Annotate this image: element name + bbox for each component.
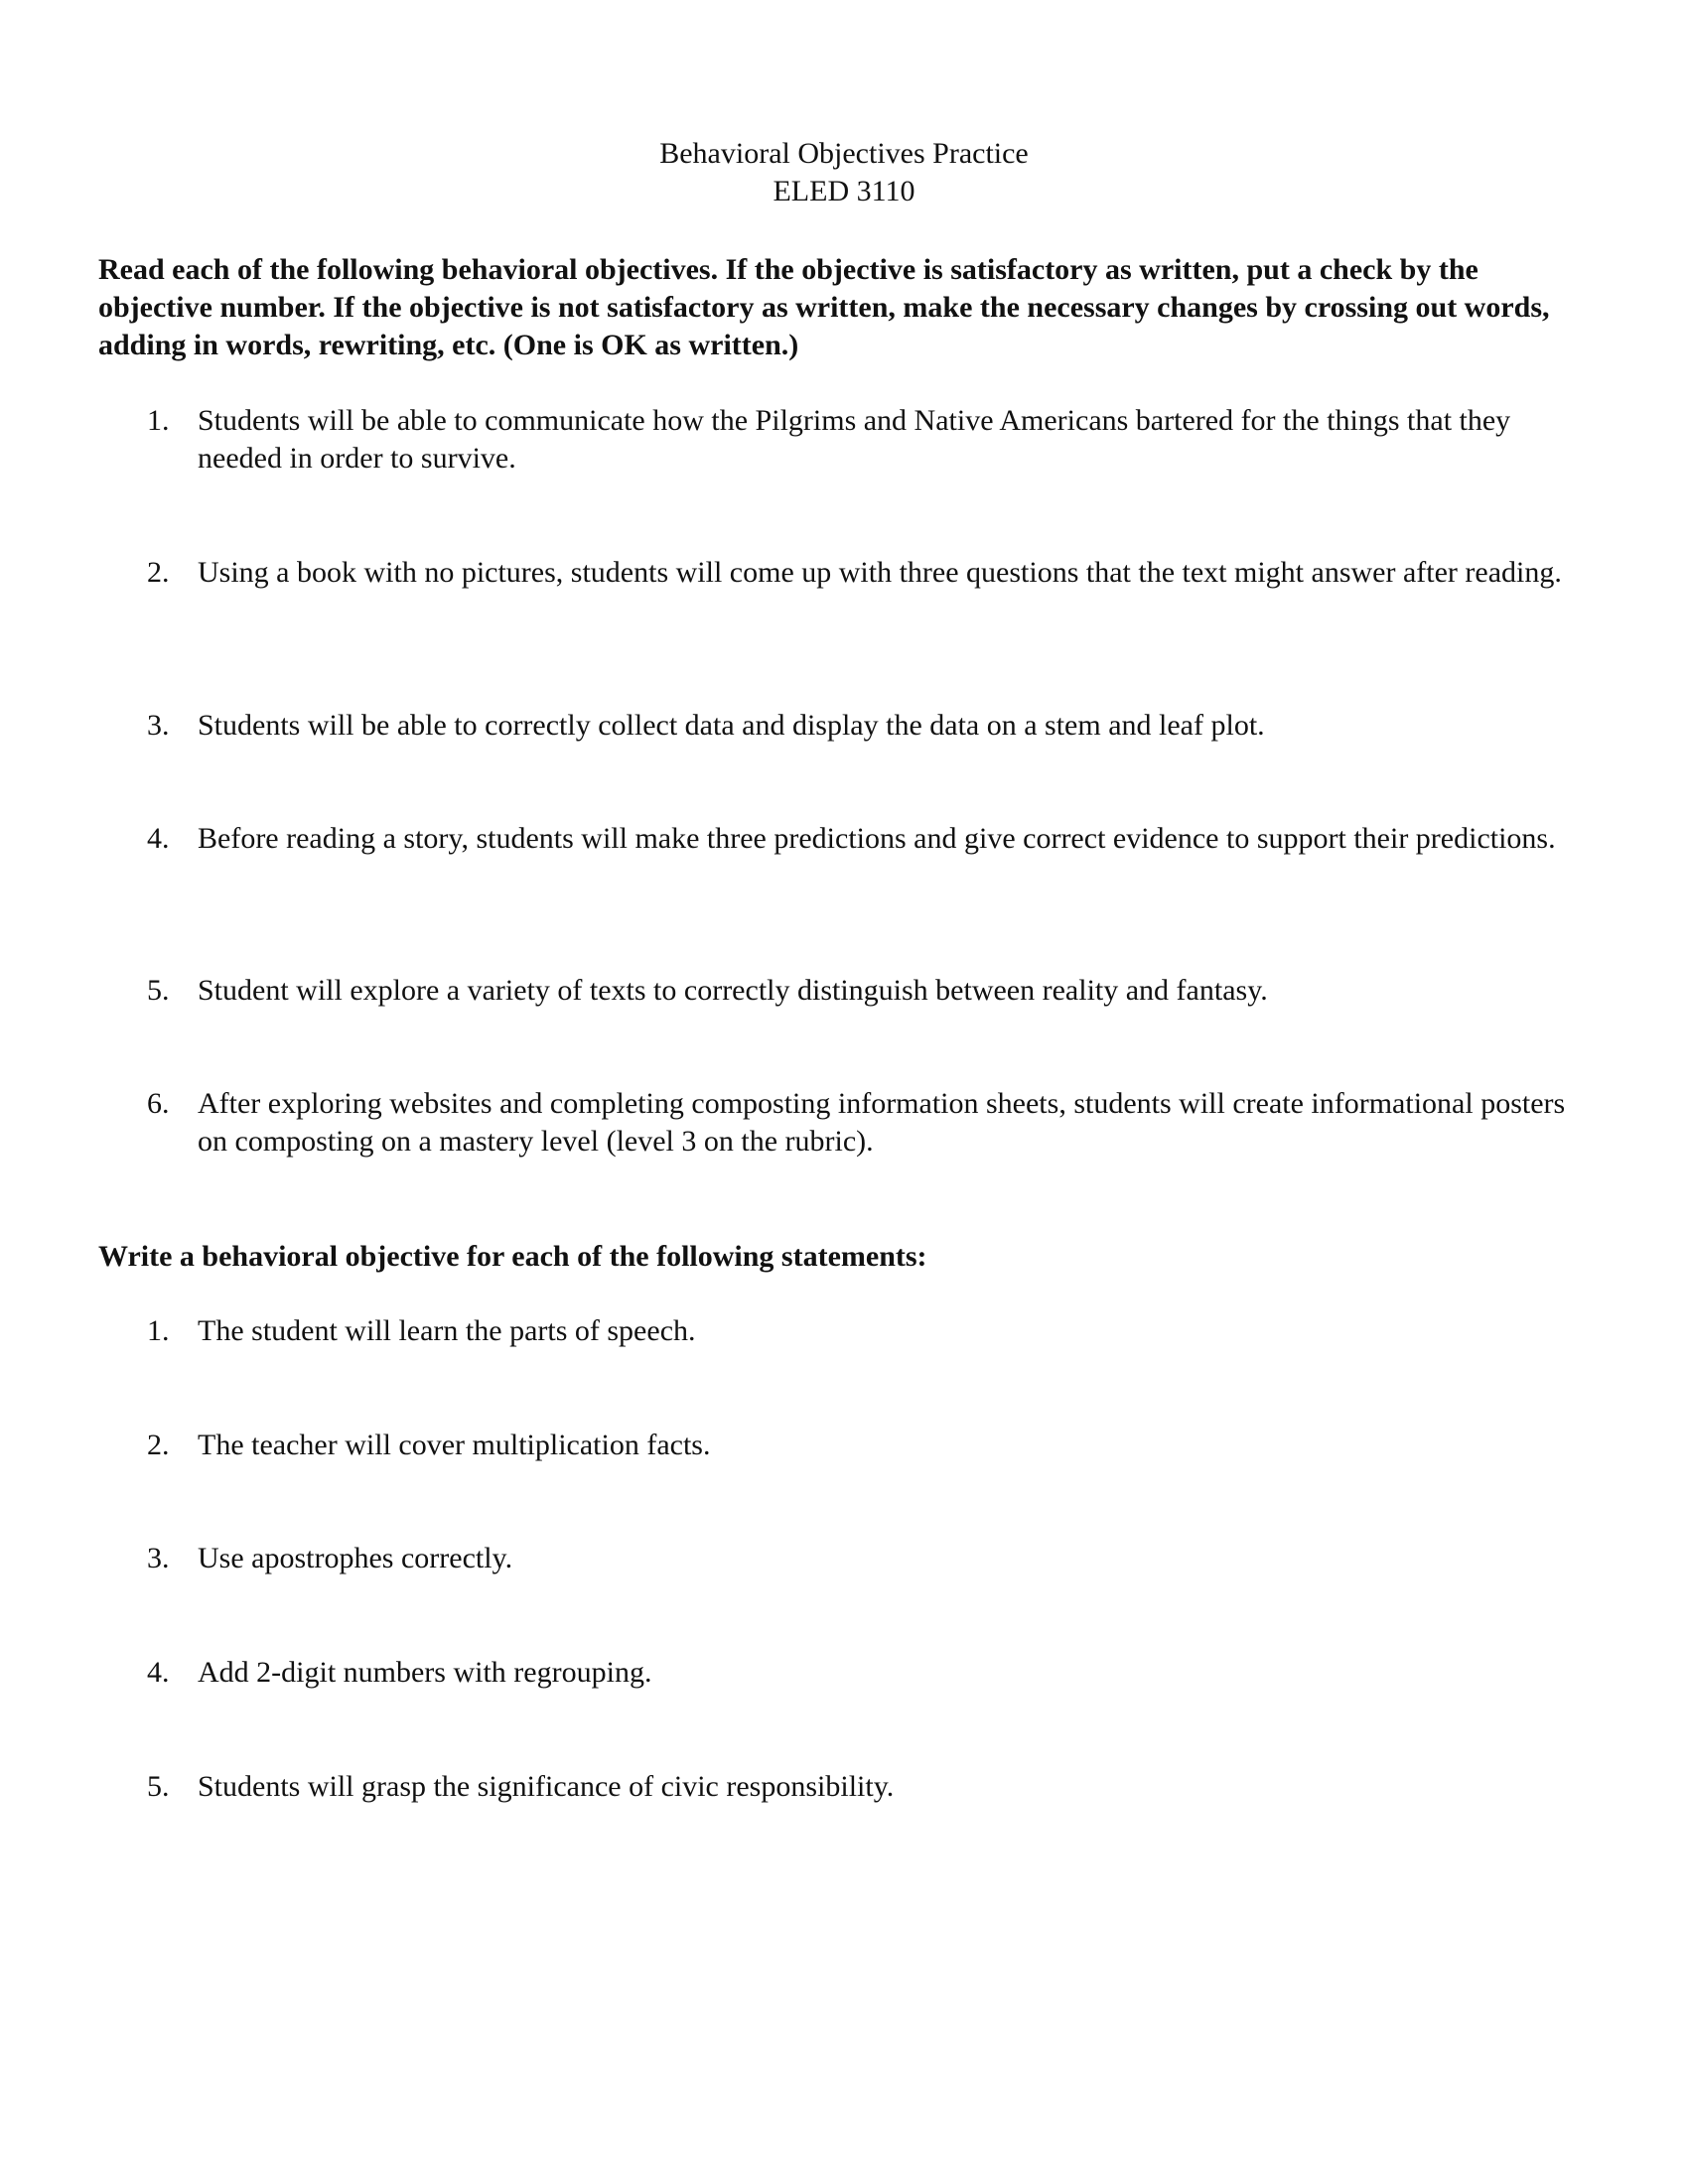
item-number: 5. (147, 1770, 170, 1803)
item-number: 2. (147, 1429, 170, 1461)
list-item (147, 820, 1577, 858)
list-item (147, 1085, 1577, 1160)
list-item (147, 1654, 1577, 1692)
list-item (147, 972, 1577, 1010)
item-number: 1. (147, 1314, 170, 1347)
item-text: Use apostrophes correctly. (198, 1542, 513, 1574)
item-number: 3. (147, 1542, 170, 1574)
list-item (147, 402, 1577, 478)
list-item (147, 707, 1577, 745)
item-number: 3. (147, 709, 170, 742)
document-title: Behavioral Objectives Practice (659, 137, 1029, 170)
item-text: The student will learn the parts of speech. (198, 1314, 696, 1347)
item-text: Before reading a story, students will make three predictions and give correct evidence to support their predictions. (198, 822, 1556, 855)
item-number: 5. (147, 974, 170, 1007)
item-number: 4. (147, 822, 170, 855)
item-text: Students will be able to correctly collect data and display the data on a stem and leaf plot. (198, 709, 1265, 742)
document-header (0, 135, 1688, 210)
list-item (147, 554, 1577, 592)
list-item (147, 1768, 1577, 1806)
item-text: Using a book with no pictures, students will come up with three questions that the text might answer after reading. (198, 556, 1562, 589)
list-item (147, 1312, 1577, 1350)
section2-instructions: Write a behavioral objective for each of the following statements: (98, 1240, 927, 1273)
section1-instructions: Read each of the following behavioral objectives. If the objective is satisfactory as written, put a check by the objective number. If the objective is not satisfactory as written, make the necessary changes by crossing out words, adding in words, rewriting, etc. (One is OK as written.) (98, 253, 1550, 361)
item-text: The teacher will cover multiplication facts. (198, 1429, 711, 1461)
item-text: Student will explore a variety of texts to correctly distinguish between reality and fantasy. (198, 974, 1268, 1007)
item-text: Students will grasp the significance of civic responsibility. (198, 1770, 895, 1803)
course-code: ELED 3110 (773, 175, 915, 207)
item-number: 4. (147, 1656, 170, 1689)
list-item (147, 1540, 1577, 1577)
item-number: 2. (147, 556, 170, 589)
item-number: 6. (147, 1087, 170, 1120)
item-text: After exploring websites and completing composting information sheets, students will create informational posters on composting on a mastery level (level 3 on the rubric). (198, 1087, 1566, 1158)
item-text: Students will be able to communicate how the Pilgrims and Native Americans bartered for the things that they needed in order to survive. (198, 404, 1511, 475)
item-number: 1. (147, 404, 170, 437)
item-text: Add 2-digit numbers with regrouping. (198, 1656, 652, 1689)
list-item (147, 1427, 1577, 1464)
